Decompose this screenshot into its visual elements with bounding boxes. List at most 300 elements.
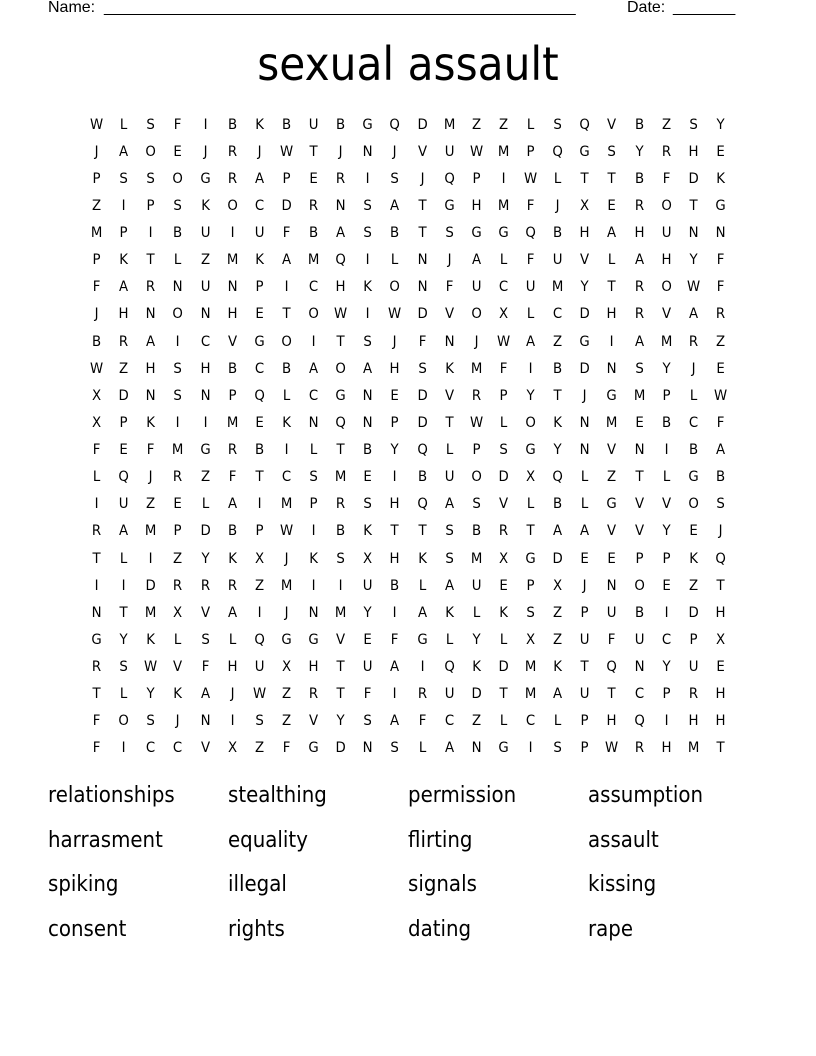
- grid-letter[interactable]: L: [526, 116, 535, 133]
- grid-letter[interactable]: P: [255, 279, 264, 296]
- grid-letter[interactable]: B: [390, 577, 400, 594]
- grid-letter[interactable]: N: [308, 604, 319, 621]
- grid-letter[interactable]: L: [282, 387, 291, 404]
- grid-letter[interactable]: G: [308, 631, 319, 648]
- grid-letter[interactable]: A: [363, 360, 373, 377]
- grid-letter[interactable]: V: [607, 442, 617, 459]
- grid-letter[interactable]: S: [553, 116, 562, 133]
- grid-letter[interactable]: Z: [498, 116, 508, 133]
- grid-letter[interactable]: H: [661, 252, 672, 269]
- grid-letter[interactable]: S: [146, 170, 156, 187]
- grid-letter[interactable]: L: [608, 252, 616, 269]
- grid-letter[interactable]: T: [553, 387, 562, 404]
- grid-letter[interactable]: B: [363, 442, 373, 459]
- grid-letter[interactable]: R: [661, 143, 671, 160]
- grid-letter[interactable]: R: [119, 333, 129, 350]
- grid-letter[interactable]: Q: [552, 143, 563, 160]
- grid-letter[interactable]: J: [338, 143, 343, 160]
- grid-letter[interactable]: R: [91, 659, 102, 676]
- grid-letter[interactable]: W: [469, 143, 483, 160]
- grid-letter[interactable]: T: [716, 740, 725, 757]
- grid-letter[interactable]: O: [471, 306, 482, 323]
- grid-letter[interactable]: F: [92, 713, 101, 730]
- grid-letter[interactable]: F: [445, 279, 454, 296]
- grid-letter[interactable]: G: [715, 197, 726, 214]
- grid-letter[interactable]: P: [580, 740, 589, 757]
- grid-letter[interactable]: N: [579, 442, 590, 459]
- grid-letter[interactable]: H: [145, 360, 156, 377]
- grid-letter[interactable]: I: [392, 604, 397, 621]
- grid-letter[interactable]: X: [498, 306, 508, 323]
- grid-letter[interactable]: G: [688, 469, 699, 486]
- grid-letter[interactable]: E: [363, 631, 373, 648]
- grid-letter[interactable]: M: [497, 143, 510, 160]
- grid-letter[interactable]: P: [580, 604, 589, 621]
- grid-letter[interactable]: B: [661, 414, 671, 431]
- grid-letter[interactable]: E: [607, 197, 617, 214]
- grid-letter[interactable]: S: [119, 659, 128, 676]
- grid-letter[interactable]: L: [553, 170, 562, 187]
- grid-letter[interactable]: W: [89, 360, 104, 377]
- grid-letter[interactable]: G: [525, 550, 536, 567]
- grid-letter[interactable]: C: [634, 686, 644, 703]
- grid-letter[interactable]: X: [92, 387, 102, 404]
- grid-letter[interactable]: Z: [173, 550, 183, 567]
- grid-letter[interactable]: K: [254, 116, 264, 133]
- grid-letter[interactable]: R: [227, 442, 237, 459]
- grid-letter[interactable]: N: [362, 143, 373, 160]
- grid-letter[interactable]: C: [553, 306, 563, 323]
- grid-letter[interactable]: I: [609, 333, 614, 350]
- grid-letter[interactable]: D: [335, 740, 346, 757]
- grid-letter[interactable]: K: [146, 414, 156, 431]
- grid-letter[interactable]: F: [418, 713, 426, 730]
- grid-letter[interactable]: I: [203, 116, 208, 133]
- grid-letter[interactable]: A: [526, 333, 536, 350]
- grid-letter[interactable]: O: [118, 713, 129, 730]
- grid-letter[interactable]: Q: [443, 170, 455, 187]
- grid-letter[interactable]: E: [499, 577, 508, 594]
- grid-letter[interactable]: P: [173, 523, 182, 540]
- grid-letter[interactable]: L: [499, 631, 508, 648]
- grid-letter[interactable]: G: [416, 631, 428, 648]
- grid-letter[interactable]: T: [607, 170, 617, 187]
- grid-letter[interactable]: M: [497, 197, 510, 214]
- grid-letter[interactable]: D: [552, 550, 563, 567]
- date-field[interactable]: _______: [673, 0, 736, 16]
- grid-letter[interactable]: A: [715, 442, 725, 459]
- grid-letter[interactable]: Z: [553, 604, 563, 621]
- grid-letter[interactable]: Q: [715, 550, 726, 567]
- grid-letter[interactable]: K: [173, 686, 183, 703]
- grid-letter[interactable]: O: [660, 197, 672, 214]
- grid-letter[interactable]: S: [444, 523, 454, 540]
- grid-letter[interactable]: U: [607, 604, 617, 621]
- grid-letter[interactable]: M: [145, 523, 157, 540]
- grid-letter[interactable]: W: [523, 170, 538, 187]
- grid-letter[interactable]: G: [308, 740, 319, 757]
- grid-letter[interactable]: I: [528, 740, 533, 757]
- grid-letter[interactable]: A: [390, 659, 400, 676]
- grid-letter[interactable]: R: [471, 387, 481, 404]
- grid-letter[interactable]: I: [257, 496, 262, 513]
- grid-letter[interactable]: I: [175, 414, 180, 431]
- grid-letter[interactable]: V: [607, 116, 617, 133]
- grid-letter[interactable]: H: [389, 496, 400, 513]
- grid-letter[interactable]: E: [119, 442, 128, 459]
- grid-letter[interactable]: Q: [443, 659, 455, 676]
- grid-letter[interactable]: Q: [389, 116, 401, 133]
- grid-letter[interactable]: U: [254, 225, 265, 242]
- grid-letter[interactable]: Y: [634, 143, 644, 160]
- grid-letter[interactable]: E: [255, 306, 264, 323]
- grid-letter[interactable]: T: [499, 686, 508, 703]
- grid-letter[interactable]: I: [664, 713, 669, 730]
- grid-letter[interactable]: F: [92, 740, 101, 757]
- grid-letter[interactable]: F: [282, 740, 291, 757]
- grid-letter[interactable]: D: [199, 523, 211, 540]
- grid-letter[interactable]: L: [119, 550, 128, 567]
- grid-letter[interactable]: I: [121, 577, 126, 594]
- grid-letter[interactable]: N: [715, 225, 726, 242]
- grid-letter[interactable]: T: [336, 442, 345, 459]
- grid-letter[interactable]: L: [499, 252, 508, 269]
- grid-letter[interactable]: R: [173, 577, 183, 594]
- grid-letter[interactable]: Z: [254, 740, 264, 757]
- grid-letter[interactable]: L: [119, 686, 128, 703]
- grid-letter[interactable]: O: [688, 496, 699, 513]
- grid-letter[interactable]: D: [688, 170, 699, 187]
- grid-letter[interactable]: X: [363, 550, 373, 567]
- grid-letter[interactable]: J: [94, 143, 99, 160]
- grid-letter[interactable]: A: [254, 170, 264, 187]
- grid-letter[interactable]: H: [227, 659, 238, 676]
- grid-letter[interactable]: F: [92, 279, 101, 296]
- grid-letter[interactable]: K: [146, 631, 156, 648]
- grid-letter[interactable]: K: [499, 604, 508, 621]
- grid-letter[interactable]: K: [309, 550, 318, 567]
- grid-letter[interactable]: A: [444, 740, 454, 757]
- grid-letter[interactable]: A: [471, 252, 481, 269]
- grid-letter[interactable]: N: [362, 387, 373, 404]
- grid-letter[interactable]: U: [444, 143, 455, 160]
- grid-letter[interactable]: D: [498, 469, 509, 486]
- grid-letter[interactable]: Y: [689, 252, 698, 269]
- grid-letter[interactable]: X: [227, 740, 237, 757]
- name-field[interactable]: _____________________________________________________: [104, 0, 576, 16]
- grid-letter[interactable]: P: [92, 170, 101, 187]
- grid-letter[interactable]: H: [715, 604, 726, 621]
- grid-letter[interactable]: U: [254, 659, 265, 676]
- grid-letter[interactable]: M: [551, 279, 564, 296]
- grid-letter[interactable]: P: [526, 143, 535, 160]
- grid-letter[interactable]: P: [472, 170, 481, 187]
- grid-letter[interactable]: D: [416, 116, 428, 133]
- grid-letter[interactable]: W: [686, 279, 700, 296]
- grid-letter[interactable]: G: [362, 116, 373, 133]
- grid-letter[interactable]: W: [605, 740, 619, 757]
- grid-letter[interactable]: U: [661, 225, 672, 242]
- grid-letter[interactable]: K: [553, 659, 563, 676]
- grid-letter[interactable]: I: [148, 225, 153, 242]
- grid-letter[interactable]: V: [444, 387, 454, 404]
- grid-letter[interactable]: B: [227, 360, 237, 377]
- grid-letter[interactable]: M: [307, 252, 320, 269]
- grid-letter[interactable]: U: [200, 279, 210, 296]
- grid-letter[interactable]: U: [362, 577, 373, 594]
- grid-letter[interactable]: G: [254, 333, 265, 350]
- grid-letter[interactable]: T: [255, 469, 264, 486]
- grid-letter[interactable]: C: [173, 740, 183, 757]
- grid-letter[interactable]: K: [119, 252, 129, 269]
- grid-letter[interactable]: Y: [390, 442, 400, 459]
- grid-letter[interactable]: S: [444, 550, 454, 567]
- grid-letter[interactable]: F: [201, 659, 209, 676]
- grid-letter[interactable]: A: [200, 686, 210, 703]
- grid-letter[interactable]: Y: [716, 116, 725, 133]
- grid-letter[interactable]: L: [445, 631, 453, 648]
- grid-letter[interactable]: G: [606, 496, 618, 513]
- grid-letter[interactable]: T: [92, 686, 101, 703]
- grid-letter[interactable]: S: [255, 713, 264, 730]
- grid-letter[interactable]: U: [118, 496, 129, 513]
- grid-letter[interactable]: P: [255, 523, 264, 540]
- grid-letter[interactable]: B: [281, 360, 291, 377]
- grid-letter[interactable]: V: [580, 252, 590, 269]
- grid-letter[interactable]: N: [91, 604, 102, 621]
- grid-letter[interactable]: I: [284, 279, 289, 296]
- grid-letter[interactable]: L: [201, 496, 209, 513]
- grid-letter[interactable]: E: [607, 550, 617, 567]
- grid-letter[interactable]: Z: [92, 197, 102, 214]
- grid-letter[interactable]: O: [172, 170, 184, 187]
- grid-letter[interactable]: E: [716, 143, 725, 160]
- grid-letter[interactable]: X: [92, 414, 102, 431]
- grid-letter[interactable]: Z: [553, 631, 563, 648]
- grid-letter[interactable]: Y: [526, 387, 535, 404]
- grid-letter[interactable]: B: [715, 469, 725, 486]
- grid-letter[interactable]: O: [281, 333, 292, 350]
- grid-letter[interactable]: B: [688, 442, 698, 459]
- grid-letter[interactable]: N: [335, 197, 346, 214]
- grid-letter[interactable]: X: [281, 659, 291, 676]
- grid-letter[interactable]: P: [526, 577, 535, 594]
- grid-letter[interactable]: E: [634, 414, 644, 431]
- grid-letter[interactable]: D: [471, 686, 482, 703]
- grid-letter[interactable]: A: [634, 333, 644, 350]
- grid-letter[interactable]: M: [443, 116, 455, 133]
- grid-letter[interactable]: M: [172, 442, 184, 459]
- grid-letter[interactable]: I: [501, 170, 506, 187]
- grid-letter[interactable]: L: [472, 604, 481, 621]
- grid-letter[interactable]: P: [146, 197, 155, 214]
- grid-letter[interactable]: S: [553, 740, 562, 757]
- grid-letter[interactable]: Q: [118, 469, 129, 486]
- grid-letter[interactable]: R: [634, 197, 644, 214]
- grid-letter[interactable]: P: [662, 686, 671, 703]
- grid-letter[interactable]: T: [309, 143, 318, 160]
- grid-letter[interactable]: L: [526, 496, 535, 513]
- grid-letter[interactable]: X: [580, 197, 590, 214]
- grid-letter[interactable]: I: [365, 170, 370, 187]
- grid-letter[interactable]: T: [336, 659, 345, 676]
- grid-letter[interactable]: Q: [525, 225, 536, 242]
- grid-letter[interactable]: U: [688, 659, 699, 676]
- grid-letter[interactable]: J: [582, 387, 587, 404]
- grid-letter[interactable]: L: [662, 469, 670, 486]
- grid-letter[interactable]: S: [173, 387, 183, 404]
- grid-letter[interactable]: T: [445, 414, 454, 431]
- grid-letter[interactable]: K: [553, 414, 563, 431]
- grid-letter[interactable]: I: [664, 442, 669, 459]
- grid-letter[interactable]: Z: [200, 252, 210, 269]
- grid-letter[interactable]: S: [526, 604, 535, 621]
- grid-letter[interactable]: O: [226, 197, 238, 214]
- grid-letter[interactable]: Z: [254, 577, 264, 594]
- grid-letter[interactable]: W: [713, 387, 728, 404]
- grid-letter[interactable]: Q: [254, 387, 265, 404]
- grid-letter[interactable]: S: [363, 333, 373, 350]
- grid-letter[interactable]: P: [282, 170, 291, 187]
- grid-letter[interactable]: E: [363, 469, 373, 486]
- grid-letter[interactable]: G: [525, 442, 536, 459]
- grid-letter[interactable]: V: [227, 333, 237, 350]
- grid-letter[interactable]: R: [715, 306, 726, 323]
- grid-letter[interactable]: I: [230, 713, 235, 730]
- grid-letter[interactable]: Y: [119, 631, 128, 648]
- grid-letter[interactable]: T: [634, 469, 644, 486]
- grid-letter[interactable]: L: [174, 631, 182, 648]
- grid-letter[interactable]: A: [553, 523, 563, 540]
- grid-letter[interactable]: K: [471, 659, 481, 676]
- grid-letter[interactable]: S: [363, 496, 373, 513]
- grid-letter[interactable]: D: [281, 197, 292, 214]
- grid-letter[interactable]: U: [308, 116, 319, 133]
- grid-letter[interactable]: L: [553, 713, 562, 730]
- grid-letter[interactable]: K: [282, 414, 291, 431]
- grid-letter[interactable]: J: [257, 143, 262, 160]
- grid-letter[interactable]: F: [418, 333, 426, 350]
- grid-letter[interactable]: Q: [254, 631, 265, 648]
- grid-letter[interactable]: N: [200, 387, 211, 404]
- grid-letter[interactable]: G: [498, 740, 509, 757]
- grid-letter[interactable]: J: [474, 333, 479, 350]
- grid-letter[interactable]: Z: [607, 469, 617, 486]
- grid-letter[interactable]: R: [146, 279, 156, 296]
- grid-letter[interactable]: G: [579, 333, 590, 350]
- grid-letter[interactable]: M: [470, 360, 483, 377]
- grid-letter[interactable]: I: [392, 469, 397, 486]
- grid-letter[interactable]: T: [146, 252, 155, 269]
- grid-letter[interactable]: J: [230, 686, 235, 703]
- grid-letter[interactable]: R: [336, 496, 346, 513]
- grid-letter[interactable]: W: [279, 143, 294, 160]
- grid-letter[interactable]: I: [203, 414, 208, 431]
- grid-letter[interactable]: S: [173, 360, 183, 377]
- grid-letter[interactable]: N: [362, 740, 373, 757]
- grid-letter[interactable]: Q: [416, 496, 428, 513]
- grid-letter[interactable]: U: [579, 631, 590, 648]
- grid-letter[interactable]: B: [390, 225, 400, 242]
- grid-letter[interactable]: W: [279, 523, 294, 540]
- grid-letter[interactable]: Z: [688, 577, 698, 594]
- grid-letter[interactable]: P: [635, 550, 644, 567]
- grid-letter[interactable]: C: [254, 197, 264, 214]
- grid-letter[interactable]: R: [308, 197, 319, 214]
- grid-letter[interactable]: V: [444, 306, 454, 323]
- grid-letter[interactable]: A: [119, 279, 129, 296]
- grid-letter[interactable]: U: [471, 577, 482, 594]
- grid-letter[interactable]: E: [716, 659, 725, 676]
- grid-letter[interactable]: A: [336, 225, 346, 242]
- grid-letter[interactable]: U: [200, 225, 210, 242]
- grid-letter[interactable]: K: [417, 550, 427, 567]
- grid-letter[interactable]: I: [392, 686, 397, 703]
- grid-letter[interactable]: E: [661, 577, 671, 594]
- grid-letter[interactable]: G: [579, 143, 590, 160]
- grid-letter[interactable]: J: [203, 143, 208, 160]
- grid-letter[interactable]: C: [254, 360, 264, 377]
- grid-letter[interactable]: F: [391, 631, 399, 648]
- grid-letter[interactable]: B: [417, 469, 427, 486]
- grid-letter[interactable]: D: [579, 306, 590, 323]
- grid-letter[interactable]: F: [526, 197, 535, 214]
- grid-letter[interactable]: I: [148, 550, 153, 567]
- grid-letter[interactable]: S: [607, 143, 617, 160]
- grid-letter[interactable]: I: [284, 442, 289, 459]
- grid-letter[interactable]: J: [555, 197, 560, 214]
- grid-letter[interactable]: N: [606, 577, 617, 594]
- grid-letter[interactable]: E: [255, 414, 264, 431]
- grid-letter[interactable]: P: [119, 225, 128, 242]
- grid-letter[interactable]: B: [227, 116, 237, 133]
- grid-letter[interactable]: S: [444, 225, 454, 242]
- grid-letter[interactable]: H: [606, 306, 617, 323]
- grid-letter[interactable]: N: [200, 306, 211, 323]
- grid-letter[interactable]: B: [634, 170, 644, 187]
- grid-letter[interactable]: L: [581, 496, 589, 513]
- grid-letter[interactable]: H: [389, 550, 400, 567]
- grid-letter[interactable]: S: [146, 116, 156, 133]
- grid-letter[interactable]: D: [145, 577, 156, 594]
- grid-letter[interactable]: B: [308, 225, 319, 242]
- grid-letter[interactable]: I: [528, 360, 533, 377]
- grid-letter[interactable]: H: [471, 197, 482, 214]
- grid-letter[interactable]: E: [173, 143, 183, 160]
- grid-letter[interactable]: F: [716, 279, 725, 296]
- grid-letter[interactable]: R: [227, 577, 237, 594]
- grid-letter[interactable]: H: [200, 360, 211, 377]
- grid-letter[interactable]: R: [498, 523, 509, 540]
- grid-letter[interactable]: I: [311, 523, 316, 540]
- grid-letter[interactable]: S: [336, 550, 345, 567]
- grid-letter[interactable]: V: [498, 496, 508, 513]
- grid-letter[interactable]: S: [363, 225, 373, 242]
- grid-letter[interactable]: D: [416, 414, 428, 431]
- grid-letter[interactable]: X: [553, 577, 563, 594]
- grid-letter[interactable]: U: [444, 469, 455, 486]
- grid-letter[interactable]: E: [390, 387, 400, 404]
- grid-letter[interactable]: X: [173, 604, 183, 621]
- grid-letter[interactable]: U: [444, 686, 455, 703]
- grid-letter[interactable]: T: [607, 279, 617, 296]
- grid-letter[interactable]: T: [417, 225, 427, 242]
- grid-letter[interactable]: Z: [146, 496, 156, 513]
- grid-letter[interactable]: D: [416, 387, 428, 404]
- grid-letter[interactable]: M: [145, 604, 157, 621]
- grid-letter[interactable]: K: [227, 550, 237, 567]
- grid-letter[interactable]: S: [200, 631, 210, 648]
